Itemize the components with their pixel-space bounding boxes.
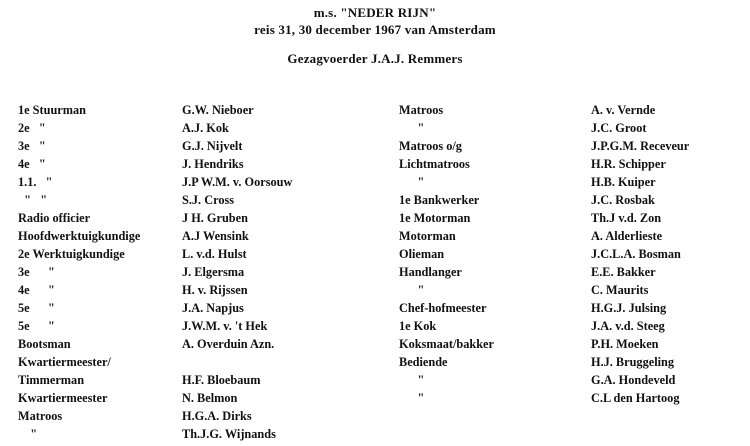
crew-rank: Kwartiermeester <box>18 391 108 405</box>
crew-name <box>182 353 397 371</box>
crew-name: A. Overduin Azn. <box>182 337 275 351</box>
crew-rank: 4e " <box>18 157 46 171</box>
crew-name: J. Hendriks <box>182 157 244 171</box>
crew-name: N. Belmon <box>182 391 238 405</box>
crew-rank: Olieman <box>399 247 445 261</box>
right-ranks-column <box>399 101 589 407</box>
crew-name: H.R. Schipper <box>591 157 666 171</box>
crew-rank: Kwartiermeester/ <box>18 355 111 369</box>
crew-rank: 1.1. " <box>18 175 53 189</box>
crew-rank: 4e " <box>18 283 55 297</box>
crew-rank: 1e Motorman <box>399 211 471 225</box>
right-names-column <box>591 101 749 407</box>
crew-name: J.A. Napjus <box>182 301 244 315</box>
crew-name: P.H. Moeken <box>591 337 659 351</box>
crew-name: A.J. Kok <box>182 121 229 135</box>
crew-name: H.G.A. Dirks <box>182 409 252 423</box>
crew-name: J.P W.M. v. Oorsouw <box>182 175 293 189</box>
crew-rank: Matroos <box>18 409 63 423</box>
crew-name: J.P.G.M. Receveur <box>591 139 690 153</box>
crew-name: A. Alderlieste <box>591 229 663 243</box>
crew-name: J.A. v.d. Steeg <box>591 319 665 333</box>
crew-rank: " <box>18 427 38 441</box>
crew-rank: Hoofdwerktuigkundige <box>18 229 141 243</box>
crew-rank: Radio officier <box>18 211 91 225</box>
crew-name: G.W. Nieboer <box>182 103 254 117</box>
crew-name: H.G.J. Julsing <box>591 301 667 315</box>
ship-name: m.s. "NEDER RIJN" <box>313 5 437 20</box>
crew-name: J H. Gruben <box>182 211 248 225</box>
crew-name: J.C.L.A. Bosman <box>591 247 681 261</box>
crew-name: H.J. Bruggeling <box>591 355 675 369</box>
crew-rank: Bootsman <box>18 337 71 351</box>
crew-rank: Lichtmatroos <box>399 157 470 171</box>
crew-rank: Koksmaat/bakker <box>399 337 494 351</box>
crew-rank: 3e " <box>18 265 55 279</box>
crew-rank: " <box>399 373 425 387</box>
crew-rank: " " <box>18 193 48 207</box>
crew-name: Th.J.G. Wijnands <box>182 427 276 441</box>
crew-rank: Motorman <box>399 229 456 243</box>
crew-name: H.B. Kuiper <box>591 175 656 189</box>
crew-name: J.C. Rosbak <box>591 193 655 207</box>
crew-rank: Chef-hofmeester <box>399 301 487 315</box>
crew-rank: 1e Kok <box>399 319 437 333</box>
crew-name: L. v.d. Hulst <box>182 247 247 261</box>
crew-name: C. Maurits <box>591 283 649 297</box>
crew-name: C.L den Hartoog <box>591 391 680 405</box>
crew-name: J.W.M. v. 't Hek <box>182 319 268 333</box>
crew-rank: 2e Werktuigkundige <box>18 247 125 261</box>
crew-rank: 2e " <box>18 121 46 135</box>
crew-name: S.J. Cross <box>182 193 235 207</box>
captain-line: Gezagvoerder J.A.J. Remmers <box>287 51 463 66</box>
crew-name: H.F. Bloebaum <box>182 373 261 387</box>
crew-rank: 1e Bankwerker <box>399 193 480 207</box>
crew-rank: Bediende <box>399 355 448 369</box>
crew-name: E.E. Bakker <box>591 265 656 279</box>
crew-rank: Matroos o/g <box>399 139 462 153</box>
crew-rank: " <box>399 391 425 405</box>
crew-rank: 5e " <box>18 319 55 333</box>
crew-rank: " <box>399 121 425 135</box>
crew-rank: " <box>399 175 425 189</box>
crew-name: G.J. Nijvelt <box>182 139 243 153</box>
crew-name: G.A. Hondeveld <box>591 373 676 387</box>
crew-name: J. Elgersma <box>182 265 245 279</box>
crew-rank: Handlanger <box>399 265 462 279</box>
crew-name: A. v. Vernde <box>591 103 656 117</box>
crew-name: A.J Wensink <box>182 229 249 243</box>
crew-rank: Matroos <box>399 103 444 117</box>
crew-rank: 3e " <box>18 139 46 153</box>
crew-name: H. v. Rijssen <box>182 283 248 297</box>
crew-rank: 5e " <box>18 301 55 315</box>
crew-rank: Timmerman <box>18 373 85 387</box>
crew-rank: " <box>399 283 425 297</box>
crew-name: J.C. Groot <box>591 121 647 135</box>
crew-name: Th.J v.d. Zon <box>591 211 662 225</box>
left-names-column <box>182 101 397 443</box>
voyage-line: reis 31, 30 december 1967 van Amsterdam <box>254 22 496 37</box>
crew-rank: 1e Stuurman <box>18 103 86 117</box>
left-ranks-column <box>18 101 183 443</box>
